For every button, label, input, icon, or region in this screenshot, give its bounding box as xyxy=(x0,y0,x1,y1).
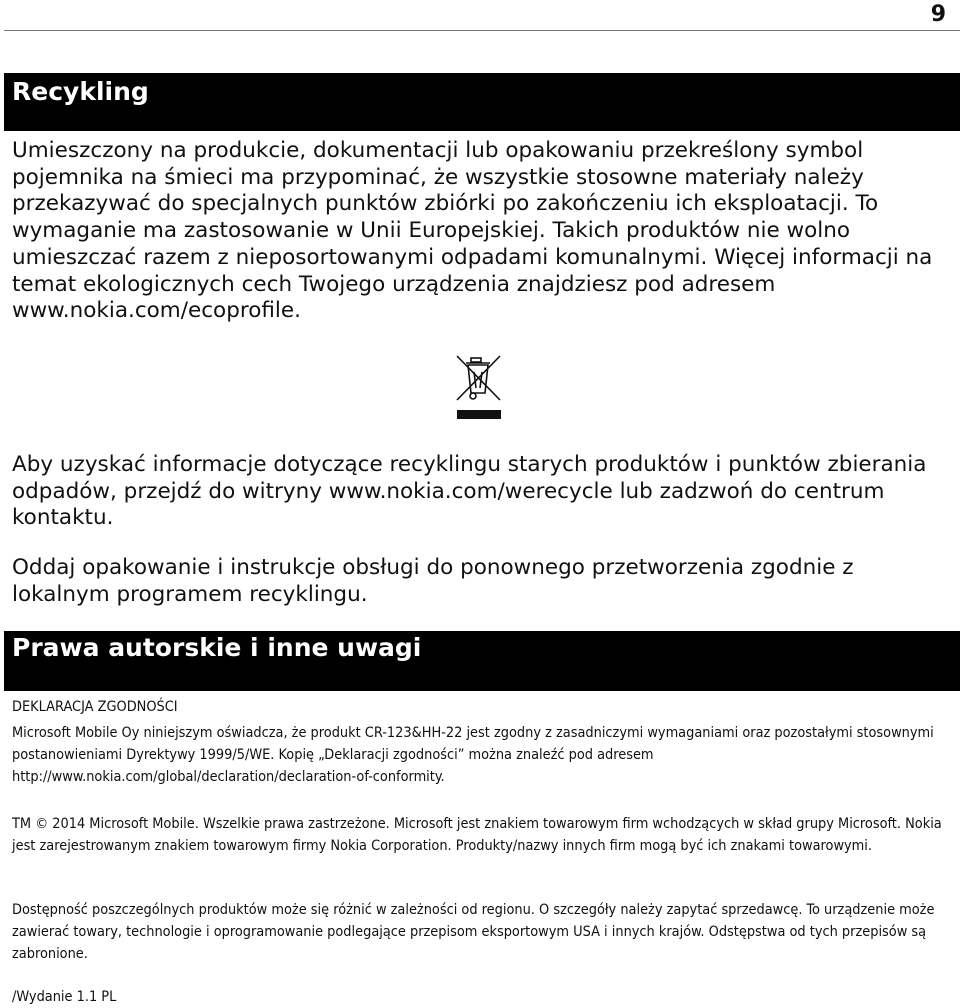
edition-label: /Wydanie 1.1 PL xyxy=(12,989,117,1005)
page-number: 9 xyxy=(930,2,946,27)
crossed-out-wheelie-bin-icon xyxy=(454,352,504,422)
section-heading-bar xyxy=(4,73,960,131)
recycling-paragraph: Umieszczony na produkcie, dokumentacji lub opakowaniu przekreślony symbol pojemnika na śmieci ma przypominać, że wszystkie stosowne materiały należy przekazywać do specjalnych punktów zbiórki po zakończeniu ich eksploatacji. To wymaganie ma zastosowanie w Unii Europejskiej. Takich produktów nie wolno umieszczać razem z nieposortowanymi odpadami komunalnymi. Więcej informacji na temat ekologicznych cech Twojego urządzenia znajdziesz pod adresem www.nokia.com/ecoprofile. xyxy=(12,138,933,324)
section-heading: Prawa autorskie i inne uwagi xyxy=(12,633,422,662)
header-rule xyxy=(4,30,960,31)
section-heading-bar xyxy=(4,631,960,691)
recycling-paragraph: Aby uzyskać informacje dotyczące recyklingu starych produktów i punktów zbierania odpadów, przejdź do witryny www.nokia.com/werecycle lub zadzwoń do centrum kontaktu. xyxy=(12,452,927,531)
recycling-paragraph: Oddaj opakowanie i instrukcje obsługi do ponownego przetworzenia zgodnie z lokalnym programem recyklingu. xyxy=(12,555,854,607)
declaration-body: Microsoft Mobile Oy niniejszym oświadcza, że produkt CR-123&HH-22 jest zgodny z zasadniczymi wymaganiami oraz pozostałymi stosownymi postanowieniami Dyrektywy 1999/5/WE. Kopię „Deklaracji zgodności” można znaleźć pod adresem http://www.nokia.com/global/declaration/declaration-of-conformity. xyxy=(12,725,934,785)
trademark-notice: TM © 2014 Microsoft Mobile. Wszelkie prawa zastrzeżone. Microsoft jest znakiem towarowym firm wchodzących w skład grupy Microsoft. Nokia jest zarejestrowanym znakiem towarowym firmy Nokia Corporation. Produkty/nazwy innych firm mogą być ich znakami towarowymi. xyxy=(12,816,942,854)
section-heading: Recykling xyxy=(12,77,149,106)
declaration-title: DEKLARACJA ZGODNOŚCI xyxy=(12,699,178,715)
availability-notice: Dostępność poszczególnych produktów może się różnić w zależności od regionu. O szczegóły należy zapytać sprzedawcę. To urządzenie może zawierać towary, technologie i oprogramowanie podlegające przepisom eksportowym USA i innych krajów. Odstępstwa od tych przepisów są zabronione. xyxy=(12,902,935,962)
